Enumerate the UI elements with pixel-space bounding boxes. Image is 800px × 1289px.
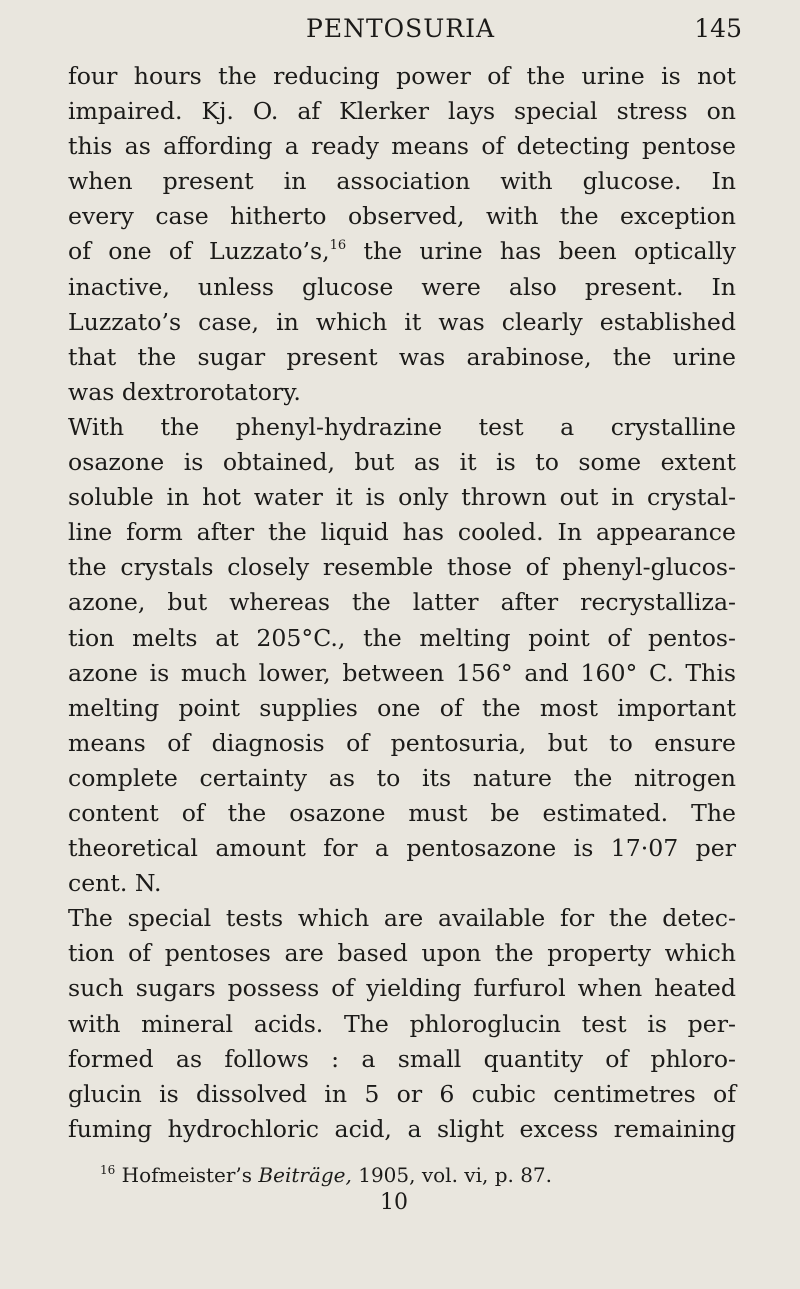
footnote-mark: 16 — [100, 1163, 116, 1177]
text-line: With the phenyl-hydrazine test a crystalline — [68, 412, 736, 441]
page-number: 145 — [694, 14, 742, 43]
text-line: Luzzato’s case, in which it was clearly established — [68, 307, 736, 336]
text-fragment: the urine has been optically — [346, 237, 736, 266]
text-line — [68, 234, 736, 269]
text-line: impaired. Kj. O. af Klerker lays special stress on — [68, 97, 736, 126]
text-line: glucin is dissolved in 5 or 6 cubic centimetres of — [68, 1079, 736, 1108]
text-line: azone, but whereas the latter after recrystalliza- — [68, 588, 736, 617]
text-line: The special tests which are available for the detec- — [68, 904, 736, 933]
text-line: tion of pentoses are based upon the property which — [68, 939, 736, 968]
text-line: every case hitherto observed, with the exception — [68, 202, 736, 231]
text-line: line form after the liquid has cooled. In appearance — [68, 518, 736, 547]
text-line: theoretical amount for a pentosazone is 17·07 per — [68, 834, 736, 863]
footnote-citation: 1905, vol. vi, p. 87. — [358, 1163, 553, 1187]
text-line: four hours the reducing power of the urine is not — [68, 62, 736, 90]
running-title: PENTOSURIA — [306, 14, 496, 43]
text-line: means of diagnosis of pentosuria, but to ensure — [68, 728, 736, 757]
text-line: osazone is obtained, but as it is to some extent — [68, 448, 736, 477]
footnote — [100, 1160, 552, 1190]
signature-mark: 10 — [380, 1190, 408, 1215]
text-line: tion melts at 205°C., the melting point of pentos- — [68, 623, 736, 652]
footnote-author: Hofmeister’s — [121, 1163, 253, 1187]
text-line: when present in association with glucose. In — [68, 167, 736, 196]
text-line: the crystals closely resemble those of phenyl-glucos- — [68, 553, 736, 582]
text-line: fuming hydrochloric acid, a slight excess remaining — [68, 1114, 736, 1143]
footnote-journal: Beiträge, — [258, 1163, 352, 1187]
body-text — [68, 59, 736, 1147]
text-line: inactive, unless glucose were also present. In — [68, 272, 736, 301]
text-fragment: of one of Luzzato’s, — [68, 237, 330, 266]
page-header — [0, 12, 800, 46]
text-line: complete certainty as to its nature the nitrogen — [68, 763, 736, 792]
text-line: soluble in hot water it is only thrown out in crystal- — [68, 483, 736, 512]
text-line: with mineral acids. The phloroglucin test is per- — [68, 1009, 736, 1038]
text-line: azone is much lower, between 156° and 160° C. This — [68, 658, 736, 687]
text-line: formed as follows : a small quantity of phloro- — [68, 1044, 736, 1073]
footnote-reference: 16 — [329, 238, 347, 254]
text-line: that the sugar present was arabinose, the urine — [68, 342, 736, 371]
text-line: this as affording a ready means of detecting pentose — [68, 132, 736, 161]
text-line: melting point supplies one of the most important — [68, 693, 736, 722]
text-line: such sugars possess of yielding furfurol when heated — [68, 974, 736, 1003]
text-line: content of the osazone must be estimated. The — [68, 798, 736, 827]
text-line: was dextrorotatory. — [68, 377, 301, 406]
text-line: cent. N. — [68, 869, 162, 898]
